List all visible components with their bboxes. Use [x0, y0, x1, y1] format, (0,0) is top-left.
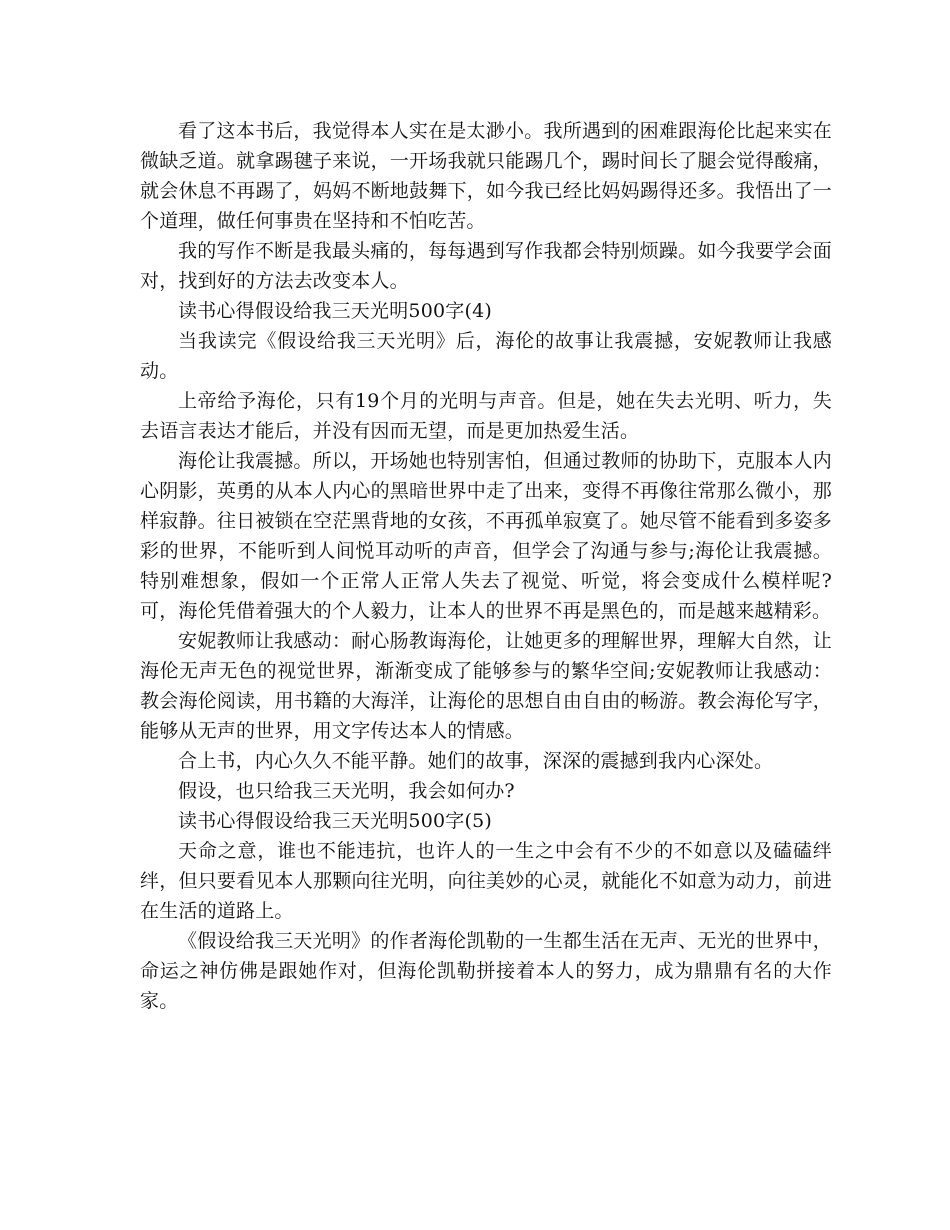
section-heading: 读书心得假设给我三天光明500字(4) [178, 300, 492, 322]
paragraph: 我的写作不断是我最头痛的，每每遇到写作我都会特别烦躁。如今我要学会面对，找到好的方法去改变本人。 [140, 240, 832, 292]
paragraph: 合上书，内心久久不能平静。她们的故事，深深的震撼到我内心深处。 [178, 750, 774, 772]
paragraph: 看了这本书后，我觉得本人实在是太渺小。我所遇到的困难跟海伦比起来实在微缺乏道。就拿踢毽子来说，一开场我就只能踢几个，踢时间长了腿会觉得酸痛，就会休息不再踢了，妈妈不断地鼓舞下，如今我已经比妈妈踢得还多。我悟出了一个道理，做任何事贵在坚持和不怕吃苦。 [140, 120, 832, 232]
paragraph: 《假设给我三天光明》的作者海伦凯勒的一生都生活在无声、无光的世界中，命运之神仿佛是跟她作对，但海伦凯勒拼接着本人的努力，成为鼎鼎有名的大作家。 [140, 930, 832, 1012]
section-heading: 读书心得假设给我三天光明500字(5) [178, 810, 492, 832]
paragraph: 天命之意，谁也不能违抗，也许人的一生之中会有不少的不如意以及磕磕绊绊，但只要看见本人那颗向往光明，向往美妙的心灵，就能化不如意为动力，前进在生活的道路上。 [140, 840, 832, 922]
paragraph: 海伦让我震撼。所以，开场她也特别害怕，但通过教师的协助下，克服本人内心阴影，英勇的从本人内心的黑暗世界中走了出来，变得不再像往常那么微小，那样寂静。往日被锁在空茫黑背地的女孩，不再孤单寂寞了。她尽管不能看到多姿多彩的世界，不能听到人间悦耳动听的声音，但学会了沟通与参与;海伦让我震撼。特别难想象，假如一个正常人正常人失去了视觉、听觉，将会变成什么模样呢?可，海伦凭借着强大的个人毅力，让本人的世界不再是黑色的，而是越来越精彩。 [140, 450, 832, 622]
paragraph: 当我读完《假设给我三天光明》后，海伦的故事让我震撼，安妮教师让我感动。 [140, 330, 832, 382]
paragraph: 上帝给予海伦，只有19个月的光明与声音。但是，她在失去光明、听力，失去语言表达才能后，并没有因而无望，而是更加热爱生活。 [140, 390, 832, 442]
document-page [140, 116, 832, 1016]
paragraph: 假设，也只给我三天光明，我会如何办? [178, 780, 515, 802]
paragraph: 安妮教师让我感动：耐心肠教诲海伦，让她更多的理解世界，理解大自然，让海伦无声无色的视觉世界，渐渐变成了能够参与的繁华空间;安妮教师让我感动：教会海伦阅读，用书籍的大海洋，让海伦的思想自由自由的畅游。教会海伦写字，能够从无声的世界，用文字传达本人的情感。 [140, 630, 832, 742]
